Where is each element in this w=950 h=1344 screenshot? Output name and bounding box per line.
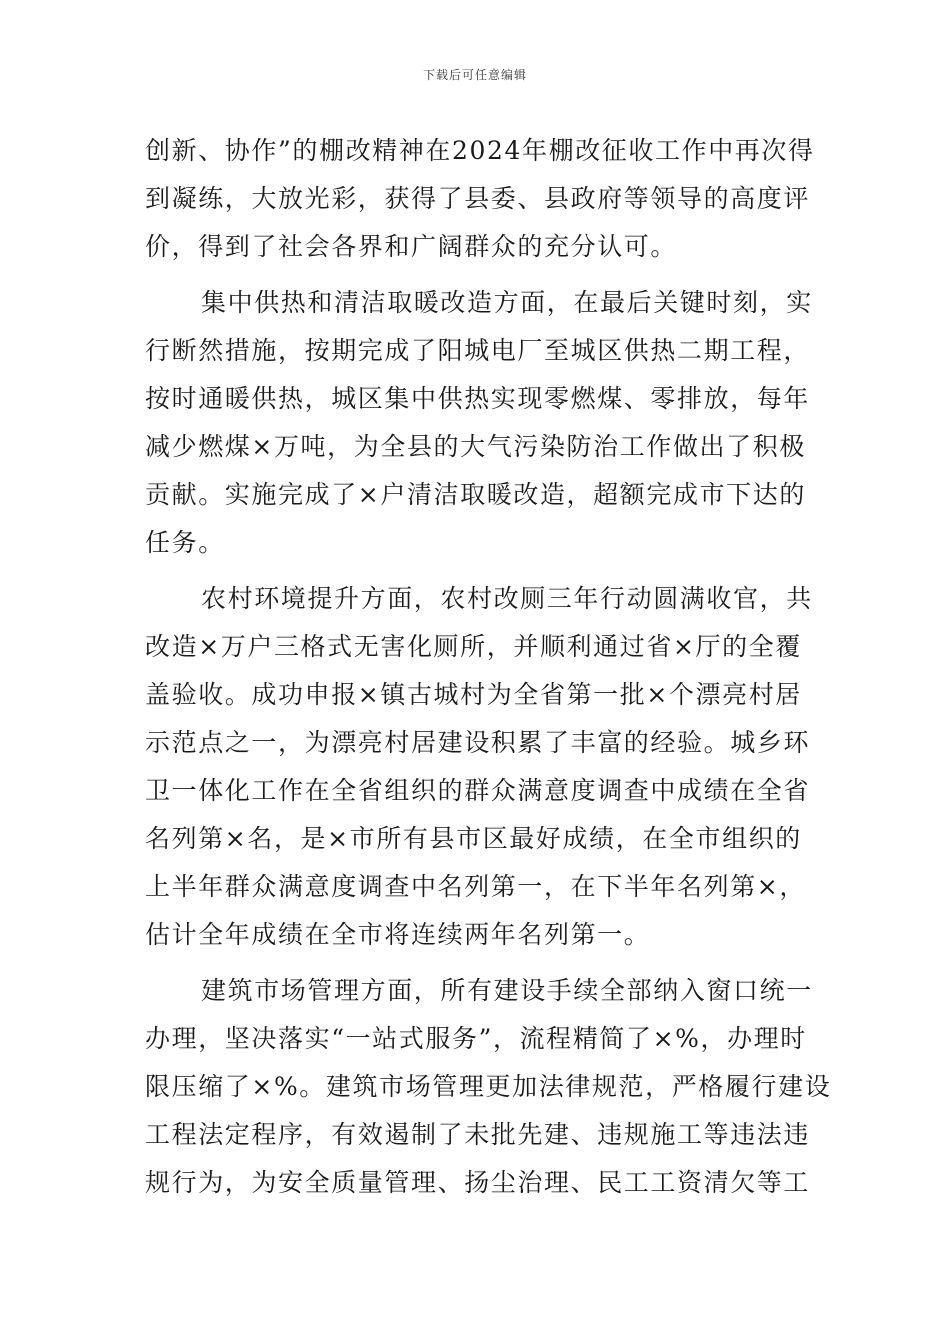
text-line: 卫一体化工作在全省组织的群众满意度调查中成绩在全省 xyxy=(145,776,811,805)
text-line: 示范点之一，为漂亮村居建设积累了丰富的经验。城乡环 xyxy=(145,728,811,757)
text-line: 按时通暖供热，城区集中供热实现零燃煤、零排放，每年 xyxy=(145,384,811,413)
text-line: 办理，坚决落实“一站式服务”，流程精简了×%，办理时 xyxy=(145,1024,807,1053)
text-line: 任务。 xyxy=(145,528,225,557)
text-line: 名列第×名，是×市所有县市区最好成绩，在全市组织的 xyxy=(145,824,802,853)
text-line: 农村环境提升方面，农村改厕三年行动圆满收官，共 xyxy=(201,584,813,613)
text-line: 改造×万户三格式无害化厕所，并顺利通过省×厅的全覆 xyxy=(145,632,802,661)
paragraph xyxy=(145,127,815,271)
text-line: 减少燃煤×万吨，为全县的大气污染防治工作做出了积极 xyxy=(145,432,806,461)
text-line: 价，得到了社会各界和广阔群众的充分认可。 xyxy=(145,232,678,261)
text-line: 限压缩了×%。建筑市场管理更加法律规范，严格履行建设 xyxy=(145,1072,832,1101)
text-line: 到凝练，大放光彩，获得了县委、县政府等领导的高度评 xyxy=(145,184,811,213)
text-line: 上半年群众满意度调查中名列第一，在下半年名列第×， xyxy=(145,872,806,901)
text-line: 贡献。实施完成了×户清洁取暖改造，超额完成市下达的 xyxy=(145,480,806,509)
text-line: 创新、协作”的棚改精神在2024年棚改征收工作中再次得 xyxy=(145,136,815,165)
text-line: 规行为，为安全质量管理、扬尘治理、民工工资清欠等工 xyxy=(145,1168,811,1197)
page-header-note: 下载后可任意编辑 xyxy=(422,68,527,82)
document-body xyxy=(145,127,832,1207)
text-line: 盖验收。成功申报×镇古城村为全省第一批×个漂亮村居 xyxy=(145,680,802,709)
text-line: 估计全年成绩在全市将连续两年名列第一。 xyxy=(145,920,651,949)
paragraph xyxy=(145,575,813,959)
text-line: 行断然措施，按期完成了阳城电厂至城区供热二期工程， xyxy=(145,336,811,365)
text-line: 工程法定程序，有效遏制了未批先建、违规施工等违法违 xyxy=(145,1120,811,1149)
paragraph xyxy=(145,279,813,567)
text-line: 集中供热和清洁取暖改造方面，在最后关键时刻，实 xyxy=(201,288,813,317)
paragraph xyxy=(145,967,832,1207)
text-line: 建筑市场管理方面，所有建设手续全部纳入窗口统一 xyxy=(201,976,813,1005)
